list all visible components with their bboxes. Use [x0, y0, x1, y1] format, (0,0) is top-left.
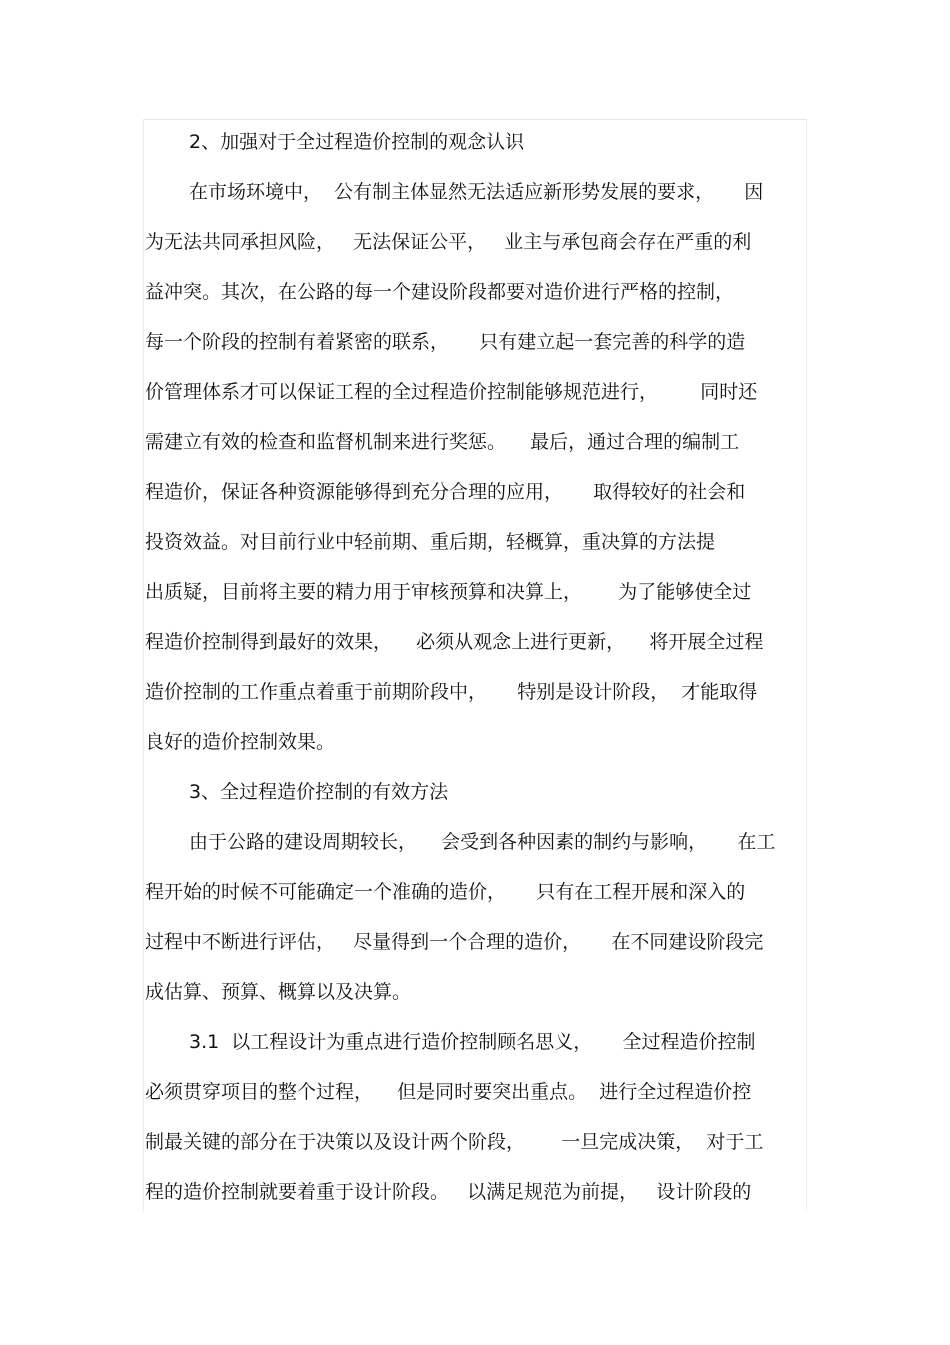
section-heading-2: 2、加强对于全过程造价控制的观念认识: [189, 131, 525, 153]
paragraph-line: 程开始的时候不可能确定一个准确的造价， 只有在工程开展和深入的: [145, 881, 746, 903]
section-heading-3: 3、全过程造价控制的有效方法: [189, 781, 449, 803]
subsection-line: 3.1 以工程设计为重点进行造价控制顾名思义， 全过程造价控制: [189, 1031, 756, 1053]
paragraph-line: 需建立有效的检查和监督机制来进行奖惩。 最后，通过合理的编制工: [145, 431, 740, 453]
paragraph-line: 成估算、预算、概算以及决算。: [145, 981, 412, 1003]
paragraph-line: 投资效益。对目前行业中轻前期、重后期，轻概算，重决算的方法提: [145, 531, 716, 553]
paragraph-line: 出质疑，目前将主要的精力用于审核预算和决算上， 为了能够使全过: [145, 581, 752, 603]
paragraph-line: 在市场环境中， 公有制主体显然无法适应新形势发展的要求， 因: [189, 181, 764, 203]
paragraph-line: 价管理体系才可以保证工程的全过程造价控制能够规范进行， 同时还: [145, 381, 758, 403]
paragraph-line: 为无法共同承担风险， 无法保证公平， 业主与承包商会存在严重的利: [145, 231, 752, 253]
paragraph-line: 程的造价控制就要着重于设计阶段。 以满足规范为前提， 设计阶段的: [145, 1181, 752, 1203]
paragraph-line: 程造价控制得到最好的效果， 必须从观念上进行更新， 将开展全过程: [145, 631, 764, 653]
paragraph-line: 程造价，保证各种资源能够得到充分合理的应用， 取得较好的社会和: [145, 481, 746, 503]
paragraph-line: 良好的造价控制效果。: [145, 731, 336, 753]
paragraph-line: 由于公路的建设周期较长， 会受到各种因素的制约与影响， 在工: [189, 831, 776, 853]
paragraph-line: 造价控制的工作重点着重于前期阶段中， 特别是设计阶段， 才能取得: [145, 681, 758, 703]
paragraph-line: 益冲突。其次，在公路的每一个建设阶段都要对造价进行严格的控制，: [145, 281, 735, 303]
paragraph-line: 制最关键的部分在于决策以及设计两个阶段， 一旦完成决策， 对于工: [145, 1131, 764, 1153]
paragraph-line: 必须贯穿项目的整个过程， 但是同时要突出重点。 进行全过程造价控: [145, 1081, 752, 1103]
paragraph-line: 每一个阶段的控制有着紧密的联系， 只有建立起一套完善的科学的造: [145, 331, 746, 353]
paragraph-line: 过程中不断进行评估， 尽量得到一个合理的造价， 在不同建设阶段完: [145, 931, 764, 953]
